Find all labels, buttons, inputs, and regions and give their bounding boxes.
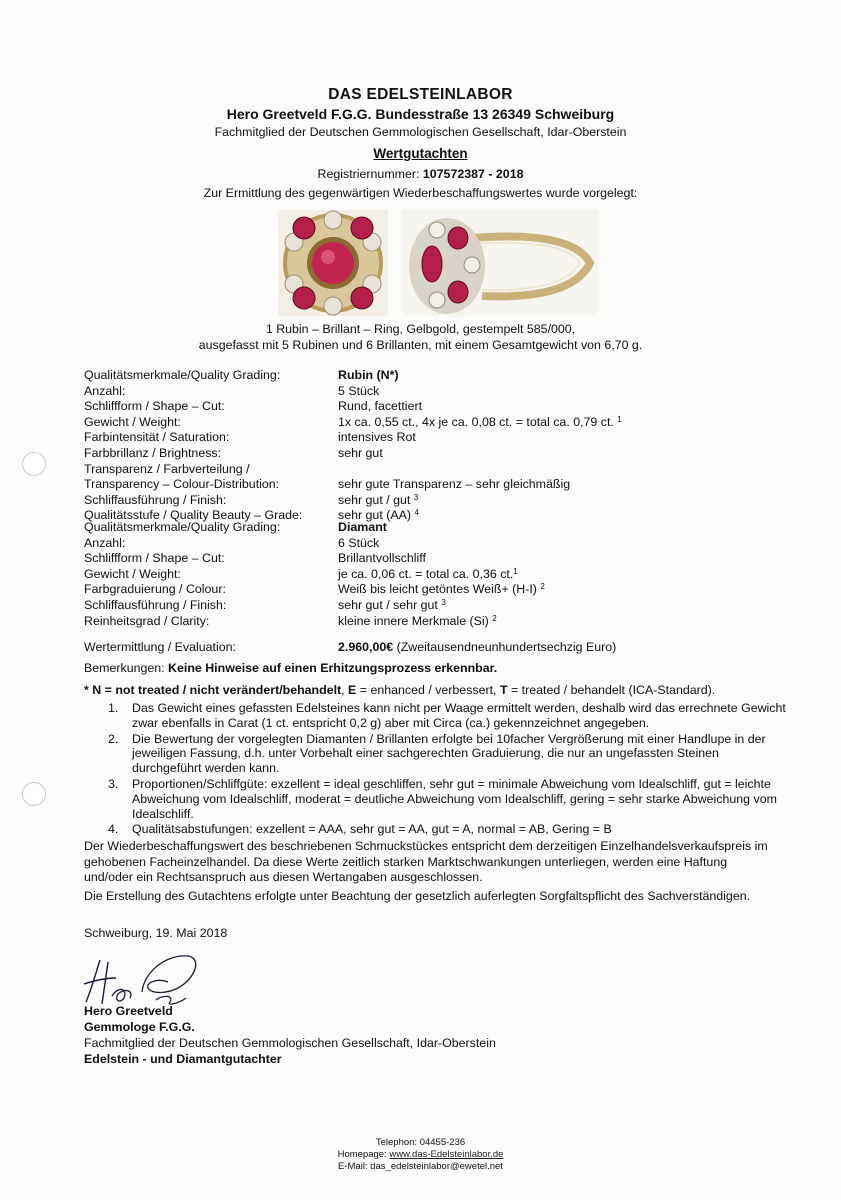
remarks-label: Bemerkungen: <box>84 661 165 675</box>
spec-value: sehr gut (AA) <box>338 508 411 523</box>
footnote-ref: 3 <box>413 492 419 502</box>
footnote-number: 2. <box>108 731 119 746</box>
legend-e-key: E <box>348 683 357 697</box>
spec-label: Farbbrillanz / Brightness: <box>84 445 222 460</box>
intro-line: Zur Ermittlung des gegenwärtigen Wiederbeschaffungswertes wurde vorgelegt: <box>203 186 638 200</box>
punch-hole <box>22 782 46 806</box>
spec-label: Schliffausführung / Finish: <box>84 492 227 507</box>
spec-label: Transparency – Colour-Distribution: <box>84 477 280 492</box>
footnote-ref: 3 <box>441 597 446 607</box>
membership-line: Fachmitglied der Deutschen Gemmologischen Gesellschaft, Idar-Oberstein <box>214 125 627 139</box>
spec-row <box>84 446 784 462</box>
spec-value: sehr gut / sehr gut <box>338 597 438 612</box>
spec-label: Reinheitsgrad / Clarity: <box>84 613 210 628</box>
spec-value: 1x ca. 0,55 ct., 4x je ca. 0,08 ct. = total ca. 0,79 ct. <box>338 414 614 429</box>
footnote-ref: 4 <box>414 508 419 518</box>
registration-label: Registriernummer: <box>317 167 420 181</box>
evaluation-label: Wertermittlung / Evaluation: <box>84 640 236 654</box>
spec-row <box>84 415 784 431</box>
spec-label: Schliffausführung / Finish: <box>84 597 227 612</box>
legend-n: * N = not treated / nicht verändert/behandelt <box>84 683 342 697</box>
homepage-link[interactable]: www.das-Edelsteinlabor.de <box>389 1149 504 1160</box>
evaluation-line <box>84 640 784 656</box>
footer-contact <box>0 1137 841 1173</box>
ring-top-view-image <box>278 210 388 316</box>
spec-row <box>84 567 784 583</box>
spec-row <box>84 368 784 384</box>
spec-label: Anzahl: <box>84 383 126 398</box>
spec-value: je ca. 0,06 ct. = total ca. 0,36 ct. <box>338 566 514 581</box>
spec-row <box>84 551 784 567</box>
place-date: Schweiburg, 19. Mai 2018 <box>84 926 228 940</box>
spec-value: sehr gut / gut <box>338 492 411 507</box>
evaluation-row <box>84 640 784 656</box>
evaluation-words: (Zweitausendneunhundertsechzig Euro) <box>396 640 617 654</box>
spec-row <box>84 598 784 614</box>
footnote-text: Qualitätsabstufungen: exzellent = AAA, sehr gut = AA, gut = A, normal = AB, Gering = B <box>132 822 612 837</box>
footnote-item <box>108 701 788 731</box>
spec-label: Qualitätsmerkmale/Quality Grading: <box>84 368 281 382</box>
document-title: Wertgutachten <box>373 146 468 161</box>
spec-label: Gewicht / Weight: <box>84 566 181 581</box>
spec-value: sehr gute Transparenz – sehr gleichmäßig <box>338 477 571 492</box>
item-description-line1: 1 Rubin – Brillant – Ring, Gelbgold, gestempelt 585/000, <box>265 322 576 336</box>
spec-value: Brillantvollschliff <box>338 551 426 566</box>
spec-label: Farbintensität / Saturation: <box>84 430 230 445</box>
footnote-ref: 1 <box>513 566 518 576</box>
remarks-text: Keine Hinweise auf einen Erhitzungsprozess erkennbar. <box>168 661 498 675</box>
spec-row <box>84 493 784 509</box>
footnote-number: 4. <box>108 822 119 837</box>
spec-row <box>84 614 784 630</box>
lab-address: Hero Greetveld F.G.G. Bundesstraße 13 26349 Schweiburg <box>226 106 615 122</box>
spec-row <box>84 430 784 446</box>
footer-homepage-line <box>0 1149 841 1161</box>
spec-value: 5 Stück <box>338 383 380 398</box>
footer-phone: Telephon: 04455-236 <box>375 1137 466 1148</box>
footnote-ref: 2 <box>492 613 497 623</box>
spec-label: Schliffform / Shape – Cut: <box>84 399 225 414</box>
spec-row <box>84 582 784 598</box>
spec-value: Weiß bis leicht getöntes Weiß+ (H-I) <box>338 582 537 597</box>
item-description-line2: ausgefasst mit 5 Rubinen und 6 Brillanten, mit einem Gesamtgewicht von 6,70 g. <box>198 338 643 352</box>
footnote-number: 1. <box>108 701 119 715</box>
footer-homepage-label: Homepage: <box>337 1149 387 1160</box>
footnote-item <box>108 732 788 776</box>
spec-label: Qualitätsmerkmale/Quality Grading: <box>84 520 281 534</box>
footnote-ref: 1 <box>617 414 622 424</box>
footnotes-list <box>108 701 788 838</box>
spec-value: Rund, facettiert <box>338 399 423 414</box>
treatment-legend: * N = not treated / nicht verändert/behandelt, E = enhanced / verbessert, T = treated / behandelt (ICA-Standard). <box>84 683 716 697</box>
footnote-text: Die Bewertung der vorgelegten Diamanten / Brillanten erfolgte bei 10facher Vergrößerung mit einer Handlupe in der jeweiligen Fassung, d.h. unter Vorbehalt einer sachgerechten Graduierung, die nur an ungefassten Steinen durchgeführt werden kann. <box>132 731 766 776</box>
registration-number: 107572387 - 2018 <box>422 167 524 181</box>
spec-row <box>84 520 784 536</box>
legend-t-key: T <box>499 683 508 697</box>
evaluation-amount: 2.960,00€ <box>338 640 394 654</box>
spec-label: Anzahl: <box>84 535 126 550</box>
spec-value: intensives Rot <box>338 430 416 445</box>
footnote-ref: 2 <box>540 582 545 592</box>
legend-t-text: = treated / behandelt (ICA-Standard). <box>510 683 716 697</box>
remarks-line <box>84 661 497 675</box>
spec-value: sehr gut <box>338 445 383 460</box>
footnote-text: Proportionen/Schliffgüte: exzellent = ideal geschliffen, sehr gut = minimale Abweichung vom Idealschliff, gut = leichte Abweichung vom Idealschliff, moderat = deutliche Abweichung vom Idealschliff, gering = sehr starke Abweichung vom Idealschliff. <box>132 776 777 821</box>
spec-row <box>84 477 784 493</box>
signatory-role: Edelstein - und Diamantgutachter <box>84 1052 282 1066</box>
signatory-name: Hero Greetveld <box>84 1004 173 1018</box>
spec-row <box>84 462 784 478</box>
liability-paragraph: Der Wiederbeschaffungswert des beschriebenen Schmuckstückes entspricht dem derzeitigen Einzelhandelsverkaufspreis im gehobenen Facheinzelhandel. Da diese Werte zeitlich starken Marktschwankungen unterliegen, werden eine Haftung und/oder ein Rechtsanspruch aus diesen Wertangaben ausgeschlossen. <box>84 839 768 884</box>
registration-line <box>0 167 841 181</box>
spec-label: Qualitätsstufe / Quality Beauty – Grade: <box>84 508 303 523</box>
spec-value: 6 Stück <box>338 535 380 550</box>
spec-label: Farbgraduierung / Colour: <box>84 582 226 597</box>
legend-e-text: = enhanced / verbessert, <box>359 683 497 697</box>
spec-label: Schliffform / Shape – Cut: <box>84 551 225 566</box>
spec-value: kleine innere Merkmale (Si) <box>338 613 489 628</box>
diligence-paragraph: Die Erstellung des Gutachtens erfolgte unter Beachtung der gesetzlich auferlegten Sorgfaltspflicht des Sachverständigen. <box>84 889 751 903</box>
punch-hole <box>22 452 46 476</box>
spec-row <box>84 536 784 552</box>
handwritten-signature <box>78 948 208 1010</box>
ring-photos <box>272 208 602 318</box>
diamond-spec-table <box>84 520 784 629</box>
signatory-membership: Fachmitglied der Deutschen Gemmologischen Gesellschaft, Idar-Oberstein <box>84 1036 496 1050</box>
signatory-title: Gemmologe F.G.G. <box>84 1020 195 1034</box>
spec-label: Gewicht / Weight: <box>84 414 181 429</box>
ring-side-view-image <box>402 210 598 316</box>
ruby-spec-table <box>84 368 784 524</box>
footnote-text: Das Gewicht eines gefassten Edelsteines kann nicht per Waage ermittelt werden, deshalb wird das errechnete Gewicht zwar ebenfalls in Carat (1 ct. entspricht 0,2 g) aber mit Circa (ca.) gekennzeichnet angegeben. <box>132 701 786 730</box>
spec-label: Transparenz / Farbverteilung / <box>84 461 250 476</box>
spec-row <box>84 384 784 400</box>
spec-value: Rubin (N*) <box>338 368 399 382</box>
spec-value: Diamant <box>338 520 387 534</box>
footnote-item <box>108 777 788 821</box>
footnote-item <box>108 822 788 837</box>
footer-email: E-Mail: das_edelsteinlabor@ewetel.net <box>338 1161 503 1172</box>
footnote-number: 3. <box>108 776 119 791</box>
lab-name: DAS EDELSTEINLABOR <box>328 86 513 103</box>
spec-row <box>84 399 784 415</box>
